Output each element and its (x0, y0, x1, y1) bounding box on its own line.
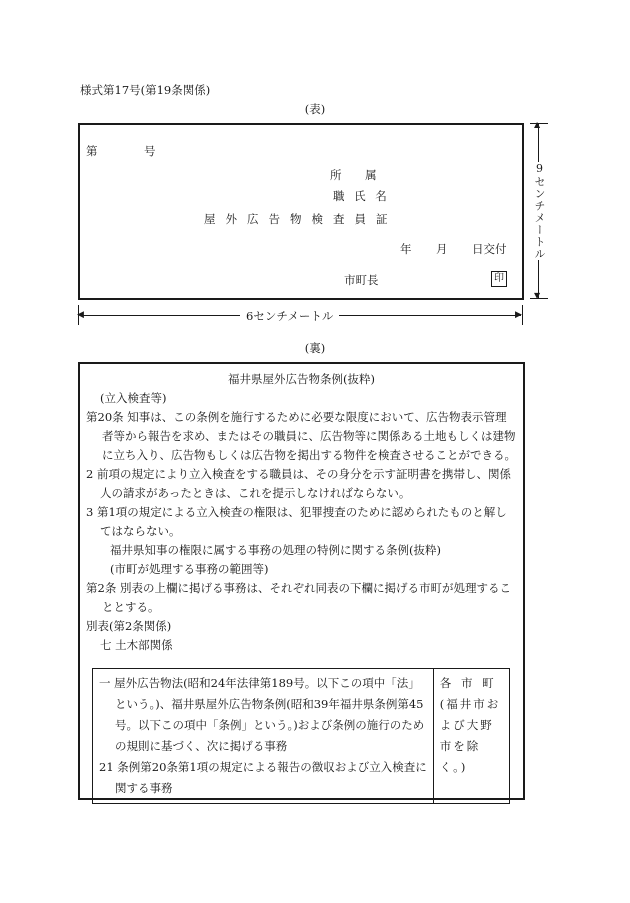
article-20: 第20条 知事は、この条例を施行するために必要な限度において、広告物表示管理者等から報告を求め、またはその職員に、広告物等に関係ある土地もしくは建物に立ち入り、広告物もしくは広告物を掲出する物件を検査させることができる。 (86, 410, 516, 462)
appendix-table (92, 668, 510, 804)
article-2: 第2条 別表の上欄に掲げる事務は、それぞれ同表の下欄に掲げる市町が処理することとする。 (86, 581, 511, 614)
card-number-label: 第 (86, 144, 98, 158)
issuer: 市町長 (344, 273, 379, 287)
date-month: 月 (436, 242, 448, 256)
special-ordinance-title: 福井県知事の権限に属する事務の処理の特例に関する条例(抜粋) (110, 543, 441, 557)
heading-scope: (市町が処理する事務の範囲等) (110, 562, 269, 576)
back-side-label: (裏) (304, 341, 326, 355)
height-dimension-label: 9センチメートル (533, 162, 546, 260)
ordinance-title: 福井県屋外広告物条例(抜粋) (228, 372, 375, 386)
table-cell-left (93, 669, 434, 804)
back-card (78, 362, 525, 800)
name-label: 職 氏 名 (333, 189, 390, 203)
appendix-label: 別表(第2条関係) (86, 619, 172, 633)
seal-mark: 印 (491, 271, 507, 287)
table-right-line-2: (福井市および大野市を除く。) (439, 697, 501, 774)
table-item-21: 21 条例第20条第1項の規定による報告の徴収および立入検査に関する事務 (99, 760, 427, 795)
article-20-paragraph-2: 2 前項の規定により立入検査をする職員は、その身分を示す証明書を携帯し、関係人の請求があったときは、これを提示しなければならない。 (86, 467, 511, 500)
form-number: 様式第17号(第19条関係) (80, 83, 211, 97)
table-row (93, 669, 510, 804)
front-side-label: (表) (304, 102, 326, 116)
certificate-title: 屋外広告物検査員証 (204, 212, 398, 226)
front-card (78, 123, 524, 300)
table-cell-right (433, 669, 509, 804)
table-right-line-1: 各 市 町 (439, 676, 497, 690)
section-label: 七 土木部関係 (100, 638, 173, 652)
date-issued: 日交付 (472, 242, 507, 256)
table-item-1: 一 屋外広告物法(昭和24年法律第189号。以下この項中「法」という。)、福井県屋外広告物条例(昭和39年福井県条例第45号。以下この項中「条例」という。)および条例の施行のための規則に基づく、次に掲げる事務 (99, 676, 425, 753)
article-20-paragraph-3: 3 第1項の規定による立入検査の権限は、犯罪捜査のために認められたものと解してはならない。 (86, 505, 507, 538)
date-year: 年 (400, 242, 412, 256)
width-dimension-label: 6センチメートル (240, 308, 339, 324)
affiliation-label: 所 属 (330, 168, 387, 182)
heading-entry: (立入検査等) (100, 391, 167, 405)
card-number-suffix: 号 (144, 144, 156, 158)
